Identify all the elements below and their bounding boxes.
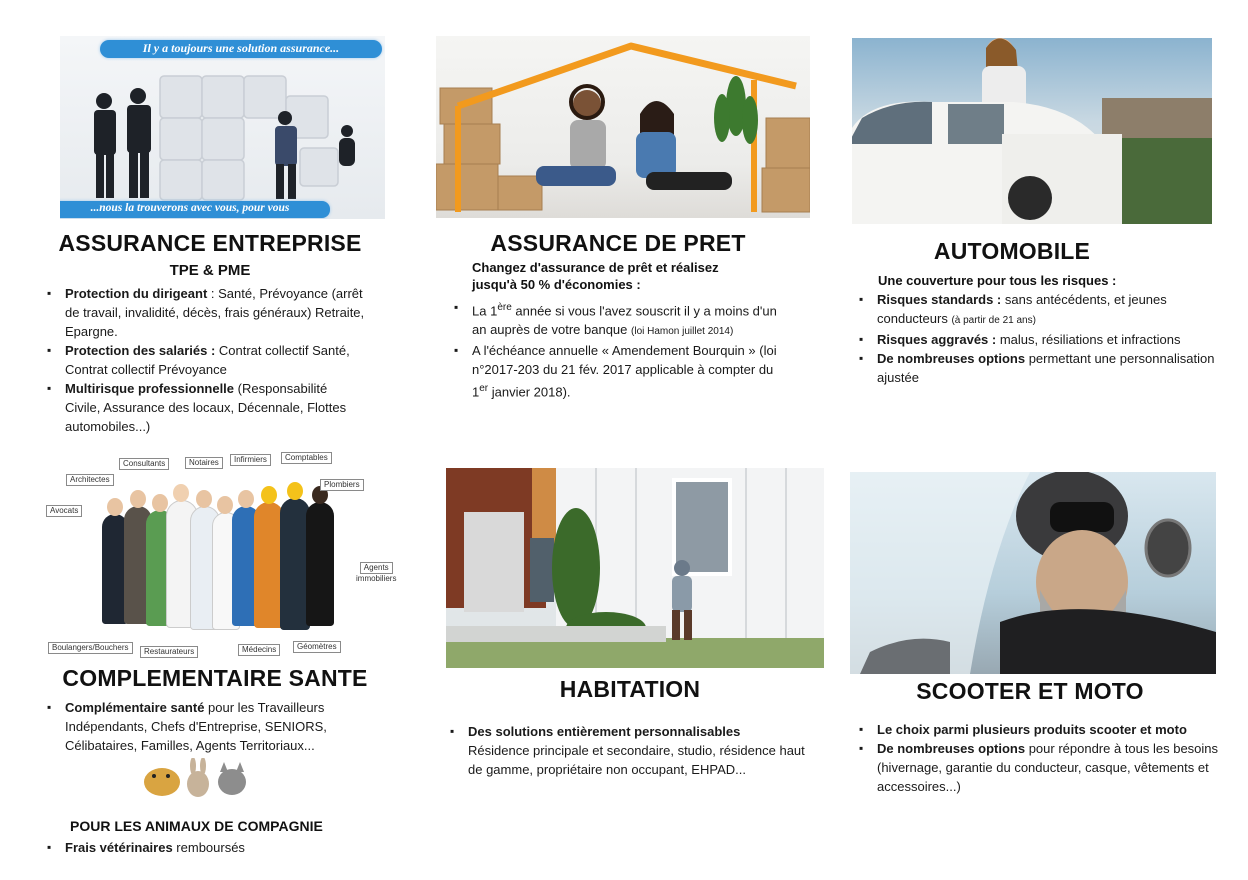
banner-bottom-text: ...nous la trouverons avec vous, pour vous (90, 202, 290, 214)
tag-plombiers: Plombiers (320, 479, 364, 491)
auto-title: AUTOMOBILE (933, 238, 1091, 264)
tag-boulangers: Boulangers/Bouchers (48, 642, 133, 654)
helmet-icon (850, 472, 1216, 674)
habitation-title: HABITATION (559, 676, 701, 702)
list-item: ▪ Risques standards : sans antécédents, et jeunes conducteurs (à partir de 21 ans) (857, 290, 1217, 330)
tag-medecins: Médecins (238, 644, 280, 656)
house-roof-icon (436, 36, 810, 218)
puzzle-pieces-icon (60, 36, 385, 219)
tag-notaires: Notaires (185, 457, 223, 469)
pets-image (140, 758, 250, 800)
list-item: ▪ Des solutions entièrement personnalisables Résidence principale et secondaire, studio, résidence haut de gamme, propriétaire non occupant, EHPAD... (448, 722, 818, 779)
pets-icon (140, 758, 250, 800)
tag-consultants: Consultants (119, 458, 169, 470)
list-item: ▪ De nombreuses options permettant une personnalisation ajustée (857, 349, 1217, 387)
moto-list (857, 720, 1219, 796)
pret-subtitle: Changez d'assurance de prêt et réalisez jusqu'à 50 % d'économies : (472, 260, 719, 292)
auto-subtitle: Une couverture pour tous les risques : (878, 273, 1117, 288)
sante-list (45, 698, 365, 755)
tag-geometres: Géomètres (293, 641, 341, 653)
entreprise-subtitle: TPE & PME (169, 262, 251, 279)
list-item: ▪ Complémentaire santé pour les Travailleurs Indépendants, Chefs d'Entreprise, SENIORS, Célibataires, Familles, Agents Territoriaux... (45, 698, 365, 755)
tag-agents: Agents immobiliers (356, 563, 397, 583)
loan-couple-image (436, 36, 810, 218)
tag-avocats: Avocats (46, 505, 82, 517)
pret-list (452, 298, 792, 402)
tag-restaurateurs: Restaurateurs (140, 646, 198, 658)
list-item: ▪ La 1ère année si vous l'avez souscrit il y a moins d'un an auprès de votre banque (loi Hamon juillet 2014) (452, 298, 792, 341)
puzzle-business-image (60, 36, 385, 219)
auto-list (857, 290, 1217, 387)
house-child-image (446, 468, 824, 668)
tag-comptables: Comptables (281, 452, 332, 464)
car-icon (852, 38, 1212, 224)
professionals-group-image (44, 450, 410, 660)
habitation-list (448, 722, 818, 779)
list-item: ▪ Risques aggravés : malus, résiliations et infractions (857, 330, 1217, 349)
house-icon (446, 468, 824, 668)
list-item: ▪ A l'échéance annuelle « Amendement Bourquin » (loi n°2017-203 du 21 fév. 2017 applicable à compter du 1er janvier 2018). (452, 341, 792, 401)
moto-title: SCOOTER ET MOTO (916, 678, 1144, 704)
car-woman-image (852, 38, 1212, 224)
list-item: ▪ Protection du dirigeant : Santé, Prévoyance (arrêt de travail, invalidité, décès, frais généraux) Retraite, Epargne. (45, 284, 365, 341)
list-item: ▪ Le choix parmi plusieurs produits scooter et moto (857, 720, 1219, 739)
tag-architectes: Architectes (66, 474, 114, 486)
tag-infirmiers: Infirmiers (230, 454, 271, 466)
list-item: ▪ Multirisque professionnelle (Responsabilité Civile, Assurance des locaux, Décennale, Flottes automobiles...) (45, 379, 365, 436)
list-item: ▪ De nombreuses options pour répondre à tous les besoins (hivernage, garantie du conducteur, casque, vêtements et accessoires...) (857, 739, 1219, 796)
list-item: ▪ Protection des salariés : Contrat collectif Santé, Contrat collectif Prévoyance (45, 341, 365, 379)
biker-image (850, 472, 1216, 674)
animals-title: POUR LES ANIMAUX DE COMPAGNIE (70, 818, 323, 834)
entreprise-title: ASSURANCE ENTREPRISE (58, 230, 362, 256)
animals-list (45, 838, 365, 857)
sante-title: COMPLEMENTAIRE SANTE (62, 665, 368, 691)
banner-top-text: Il y a toujours une solution assurance... (142, 41, 340, 55)
pret-title: ASSURANCE DE PRET (490, 230, 746, 256)
entreprise-list (45, 284, 365, 436)
list-item: ▪ Frais vétérinaires remboursés (45, 838, 365, 857)
